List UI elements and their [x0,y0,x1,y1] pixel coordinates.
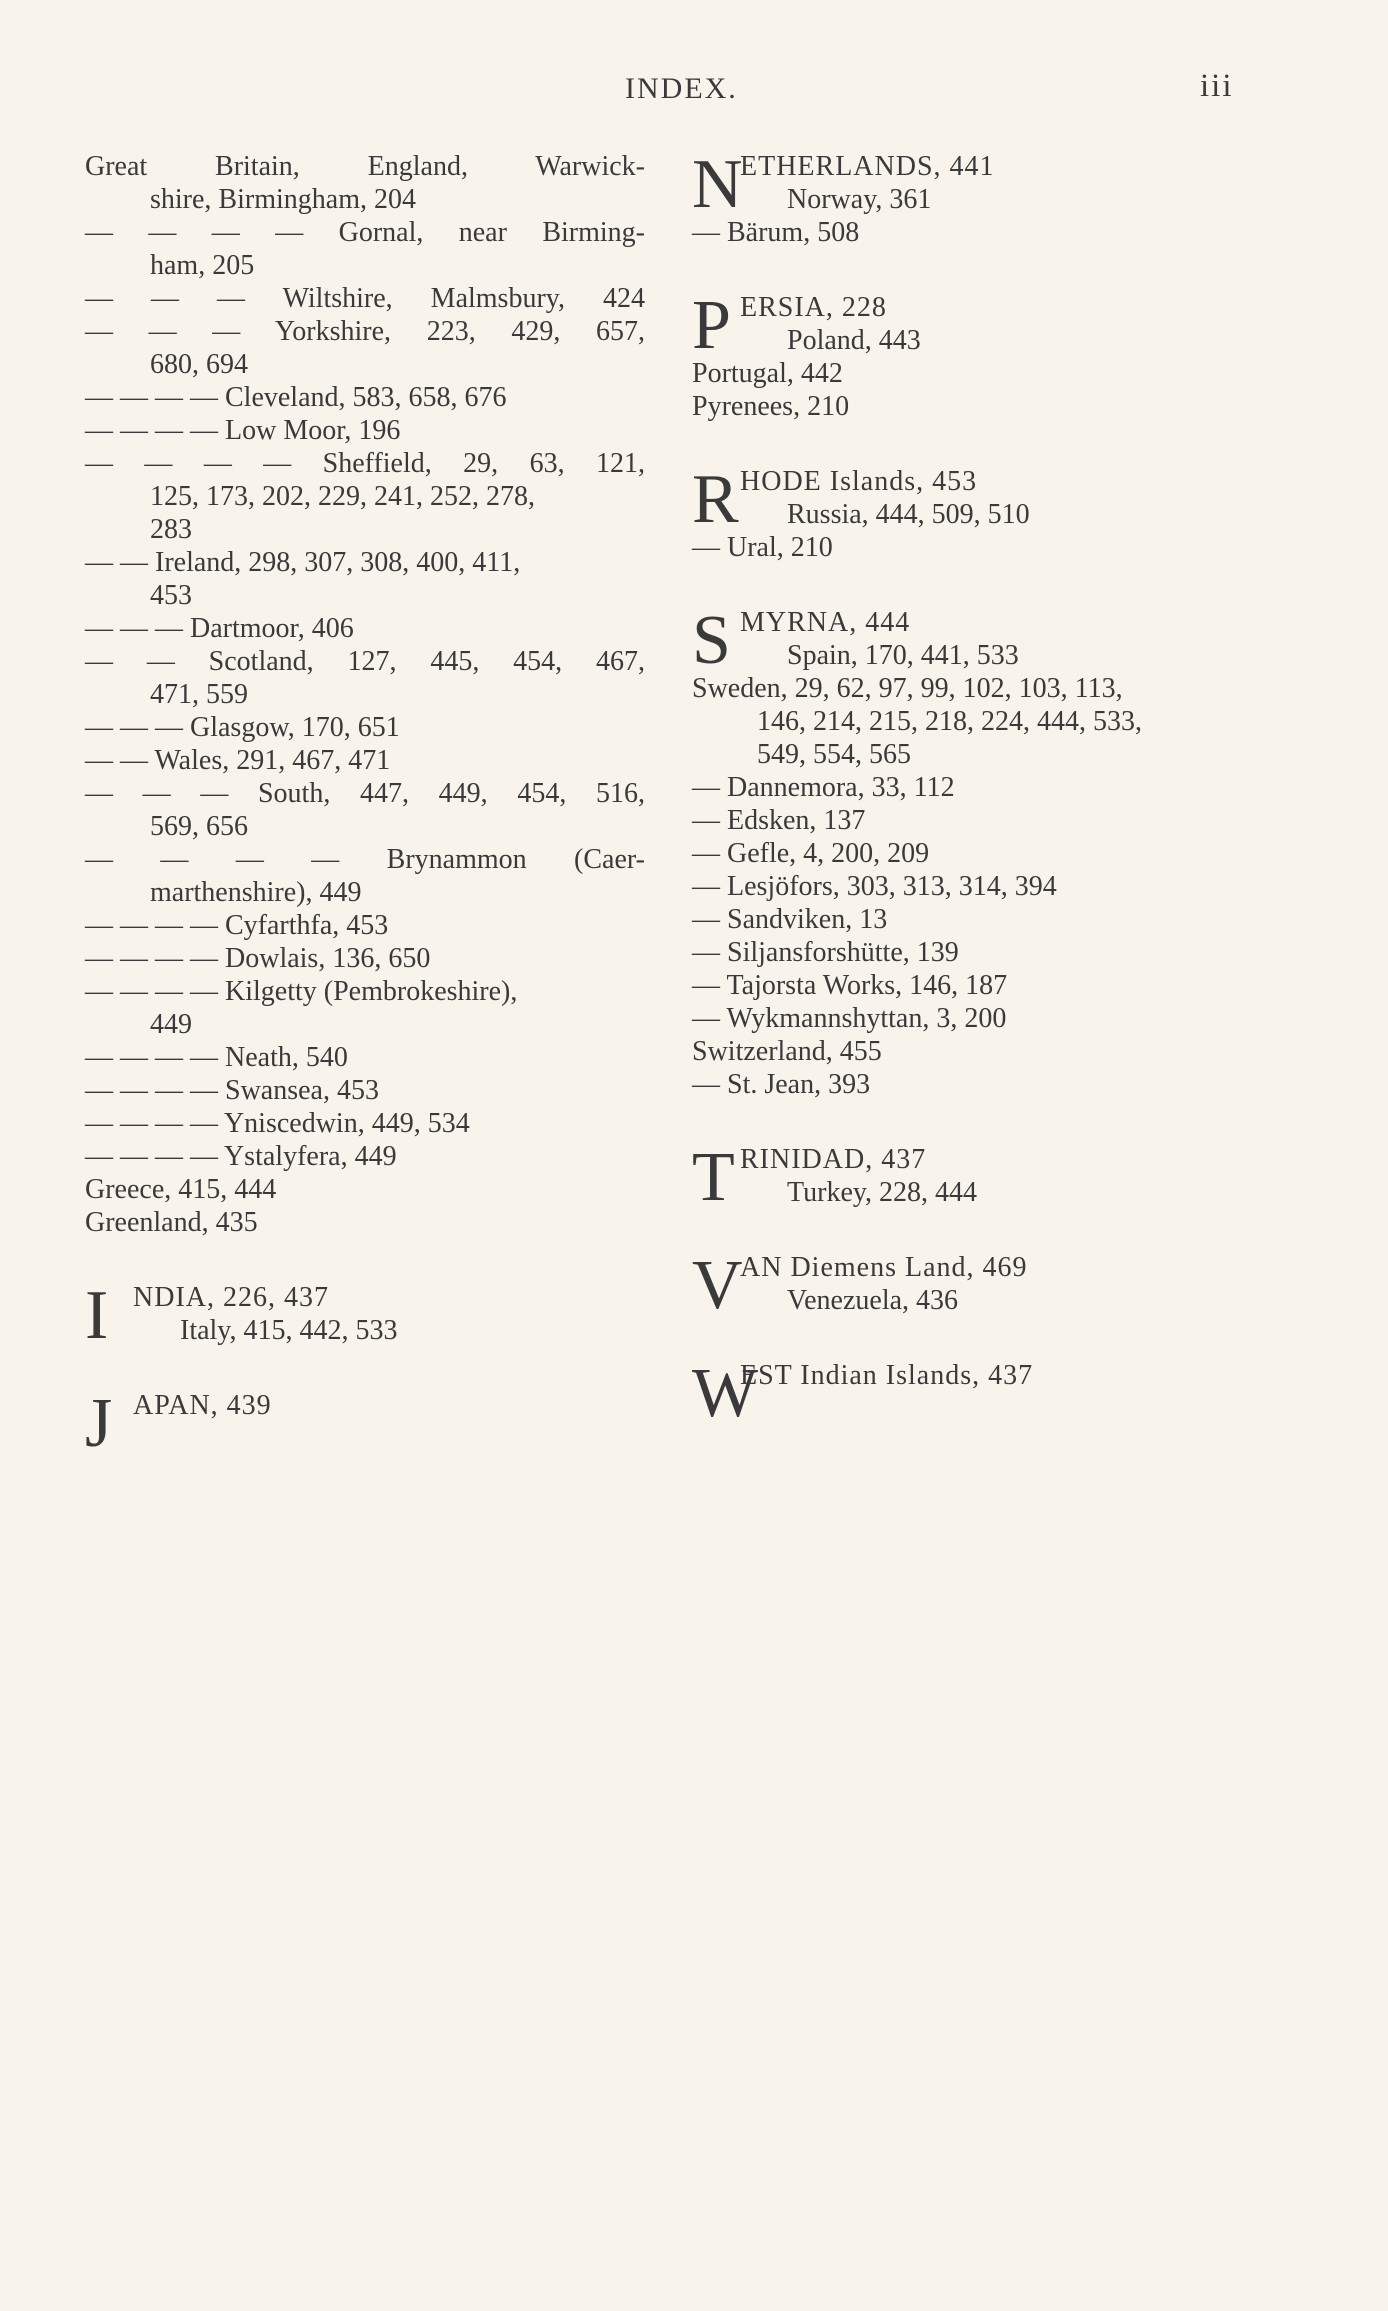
index-entry: — — — — Low Moor, 196 [85,415,401,446]
index-entry: Greece, 415, 444 [85,1174,277,1205]
index-entry: 549, 554, 565 [757,739,911,770]
drop-capital: T [692,1139,735,1216]
index-entry: 283 [150,514,192,545]
index-entry: ERSIA, 228 [740,292,887,323]
index-entry: — — — — Ystalyfera, 449 [85,1141,397,1172]
right-column [692,146,1252,1432]
index-entry: — — — — Dowlais, 136, 650 [85,943,431,974]
index-entry: Portugal, 442 [692,358,843,389]
index-entry: — — — — Cleveland, 583, 658, 676 [85,382,507,413]
index-entry: Great Britain, England, Warwick- [85,151,645,182]
left-column [85,150,645,1462]
index-entry: Pyrenees, 210 [692,391,850,422]
letter-section [85,1277,645,1354]
index-entry: ETHERLANDS, 441 [740,151,995,182]
right-sections-list [692,146,1252,1432]
letter-section [692,461,1252,564]
index-entry: — — — — Neath, 540 [85,1042,348,1073]
index-entry: — Sandviken, 13 [692,904,888,935]
drop-capital: R [692,461,739,538]
index-entry: Norway, 361 [787,184,932,215]
index-entry: — Gefle, 4, 200, 209 [692,838,930,869]
index-entry: — Edsken, 137 [692,805,866,836]
index-entry: — — — — Sheffield, 29, 63, 121, [85,448,645,479]
index-entry: — — — — Swansea, 453 [85,1075,379,1106]
index-entry: shire, Birmingham, 204 [150,184,416,215]
index-entry: 125, 173, 202, 229, 241, 252, 278, [150,481,535,512]
index-entry: 453 [150,580,192,611]
index-entry: — — — Glasgow, 170, 651 [85,712,400,743]
drop-capital: P [692,287,731,364]
index-entry: ham, 205 [150,250,255,281]
index-entry: 449 [150,1009,192,1040]
index-entry: Sweden, 29, 62, 97, 99, 102, 103, 113, [692,673,1123,704]
index-entry: 146, 214, 215, 218, 224, 444, 533, [757,706,1142,737]
index-entry: — — — South, 447, 449, 454, 516, [85,778,645,809]
index-entry: marthenshire), 449 [150,877,362,908]
index-entry: Switzerland, 455 [692,1036,882,1067]
index-entry: — Lesjöfors, 303, 313, 314, 394 [692,871,1057,902]
index-entry: APAN, 439 [133,1390,272,1421]
index-entry: RINIDAD, 437 [740,1144,927,1175]
drop-capital: I [85,1277,109,1354]
index-entry: — Dannemora, 33, 112 [692,772,955,803]
index-entry: HODE Islands, 453 [740,466,978,497]
index-entry: — St. Jean, 393 [692,1069,871,1100]
index-entry: 471, 559 [150,679,248,710]
index-entry: — — — Dartmoor, 406 [85,613,354,644]
drop-capital: W [692,1355,759,1432]
letter-section [85,1385,645,1462]
page-number: iii [1200,68,1234,104]
index-entry: Venezuela, 436 [787,1285,959,1316]
drop-capital: J [85,1385,113,1462]
index-entry: — — Wales, 291, 467, 471 [85,745,391,776]
index-entry: — Wykmannshyttan, 3, 200 [692,1003,1007,1034]
index-entry: Russia, 444, 509, 510 [787,499,1030,530]
letter-section [692,1247,1252,1324]
index-entry: — Ural, 210 [692,532,833,563]
index-entry: Spain, 170, 441, 533 [787,640,1019,671]
index-entry: Greenland, 435 [85,1207,258,1238]
index-entry: — Siljansforshütte, 139 [692,937,959,968]
left-sections-list [85,1277,645,1462]
letter-section [692,602,1252,1101]
index-entry: — — — — Gornal, near Birming- [85,217,645,248]
index-entry: — Bärum, 508 [692,217,860,248]
index-entry: 680, 694 [150,349,248,380]
index-entry: Italy, 415, 442, 533 [180,1315,398,1346]
drop-capital: N [692,146,743,223]
index-entry: — — — — Kilgetty (Pembrokeshire), [85,976,518,1007]
left-entries-list [85,150,645,1239]
index-entry: Poland, 443 [787,325,921,356]
index-entry: — — — — Brynammon (Caer- [85,844,645,875]
running-header: INDEX. [625,72,738,105]
index-entry: NDIA, 226, 437 [133,1282,329,1313]
index-entry: MYRNA, 444 [740,607,911,638]
index-entry: — — — — Yniscedwin, 449, 534 [85,1108,470,1139]
index-entry: — — Ireland, 298, 307, 308, 400, 411, [85,547,521,578]
index-entry: — — Scotland, 127, 445, 454, 467, [85,646,645,677]
letter-section [692,1355,1252,1432]
index-entry: — — — — Cyfarthfa, 453 [85,910,389,941]
index-entry: Turkey, 228, 444 [787,1177,978,1208]
drop-capital: V [692,1247,743,1324]
index-entry: — — — Wiltshire, Malmsbury, 424 [85,283,645,314]
index-entry: 569, 656 [150,811,248,842]
letter-section [692,1139,1252,1216]
letter-section [692,146,1252,249]
index-entry: — — — Yorkshire, 223, 429, 657, [85,316,645,347]
index-entry: EST Indian Islands, 437 [740,1360,1034,1391]
letter-section [692,287,1252,423]
drop-capital: S [692,602,731,679]
index-entry: AN Diemens Land, 469 [740,1252,1028,1283]
index-entry: — Tajorsta Works, 146, 187 [692,970,1008,1001]
